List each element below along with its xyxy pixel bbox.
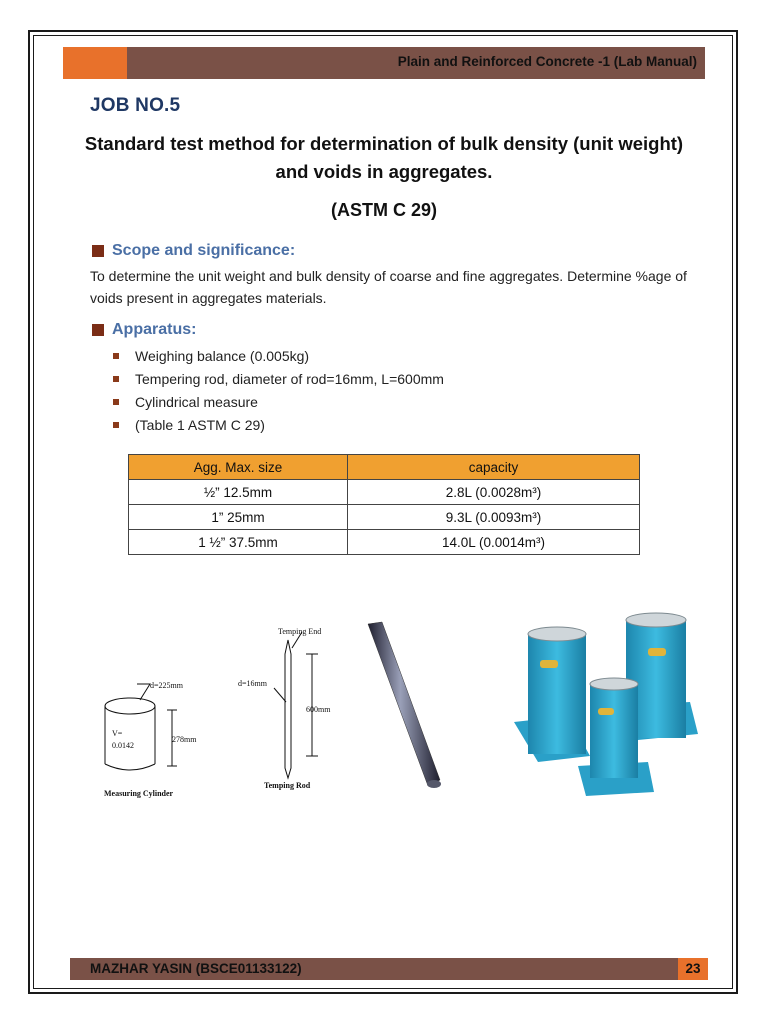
bullet-icon (113, 353, 119, 359)
list-item: Weighing balance (0.005kg) (113, 344, 444, 367)
rod-diameter-label: d=16mm (238, 679, 267, 688)
page-number: 23 (678, 958, 708, 980)
square-bullet-icon (92, 245, 104, 257)
page-title: Standard test method for determination of bulk density (unit weight) and voids in aggregates. (84, 133, 684, 182)
header-accent (63, 47, 127, 79)
cylinder-volume-label: V= (112, 729, 123, 738)
cylinder-caption: Measuring Cylinder (104, 789, 174, 798)
cylinders-photo (498, 606, 710, 796)
bullet-icon (113, 399, 119, 405)
apparatus-heading (92, 321, 196, 339)
square-bullet-icon (92, 324, 104, 336)
cylinder-volume-value: 0.0142 (112, 741, 134, 750)
list-item: Cylindrical measure (113, 390, 444, 413)
capacity-table (128, 454, 640, 555)
rod-end-label: Temping End (278, 627, 322, 636)
cylinder-drawing (105, 684, 177, 770)
cylinder-diameter-label: d=225mm (150, 681, 183, 690)
column-header: capacity (348, 455, 640, 480)
list-item: (Table 1 ASTM C 29) (113, 413, 444, 436)
rod-photo (368, 622, 441, 788)
footer-author: MAZHAR YASIN (BSCE01133122) (90, 961, 302, 976)
table-cell: 1” 25mm (129, 505, 348, 530)
table-row (129, 530, 640, 555)
table-row (129, 480, 640, 505)
table-cell: ½” 12.5mm (129, 480, 348, 505)
job-number: JOB NO.5 (90, 95, 181, 116)
table-cell: 14.0L (0.0014m³) (348, 530, 640, 555)
apparatus-list (113, 344, 444, 436)
rod-caption: Temping Rod (264, 781, 311, 790)
table-cell: 2.8L (0.0028m³) (348, 480, 640, 505)
table-header-row (129, 455, 640, 480)
bullet-icon (113, 376, 119, 382)
header-title: Plain and Reinforced Concrete -1 (Lab Manual) (397, 54, 697, 69)
scope-heading (92, 242, 295, 260)
scope-heading-text: Scope and significance: (112, 242, 296, 259)
bullet-icon (113, 422, 119, 428)
table-cell: 1 ½” 37.5mm (129, 530, 348, 555)
standard-code: (ASTM C 29) (330, 200, 437, 220)
footer-bar (70, 958, 708, 980)
header-bar (63, 47, 705, 79)
apparatus-diagram (92, 618, 452, 808)
column-header: Agg. Max. size (129, 455, 348, 480)
table-row (129, 505, 640, 530)
list-item: Tempering rod, diameter of rod=16mm, L=600mm (113, 367, 444, 390)
apparatus-heading-text: Apparatus: (112, 321, 197, 338)
scope-text: To determine the unit weight and bulk density of coarse and fine aggregates. Determine %age of voids present in aggregates materials. (90, 268, 687, 306)
cylinder-height-label: 278mm (172, 735, 197, 744)
table-cell: 9.3L (0.0093m³) (348, 505, 640, 530)
rod-length-label: 600mm (306, 705, 331, 714)
